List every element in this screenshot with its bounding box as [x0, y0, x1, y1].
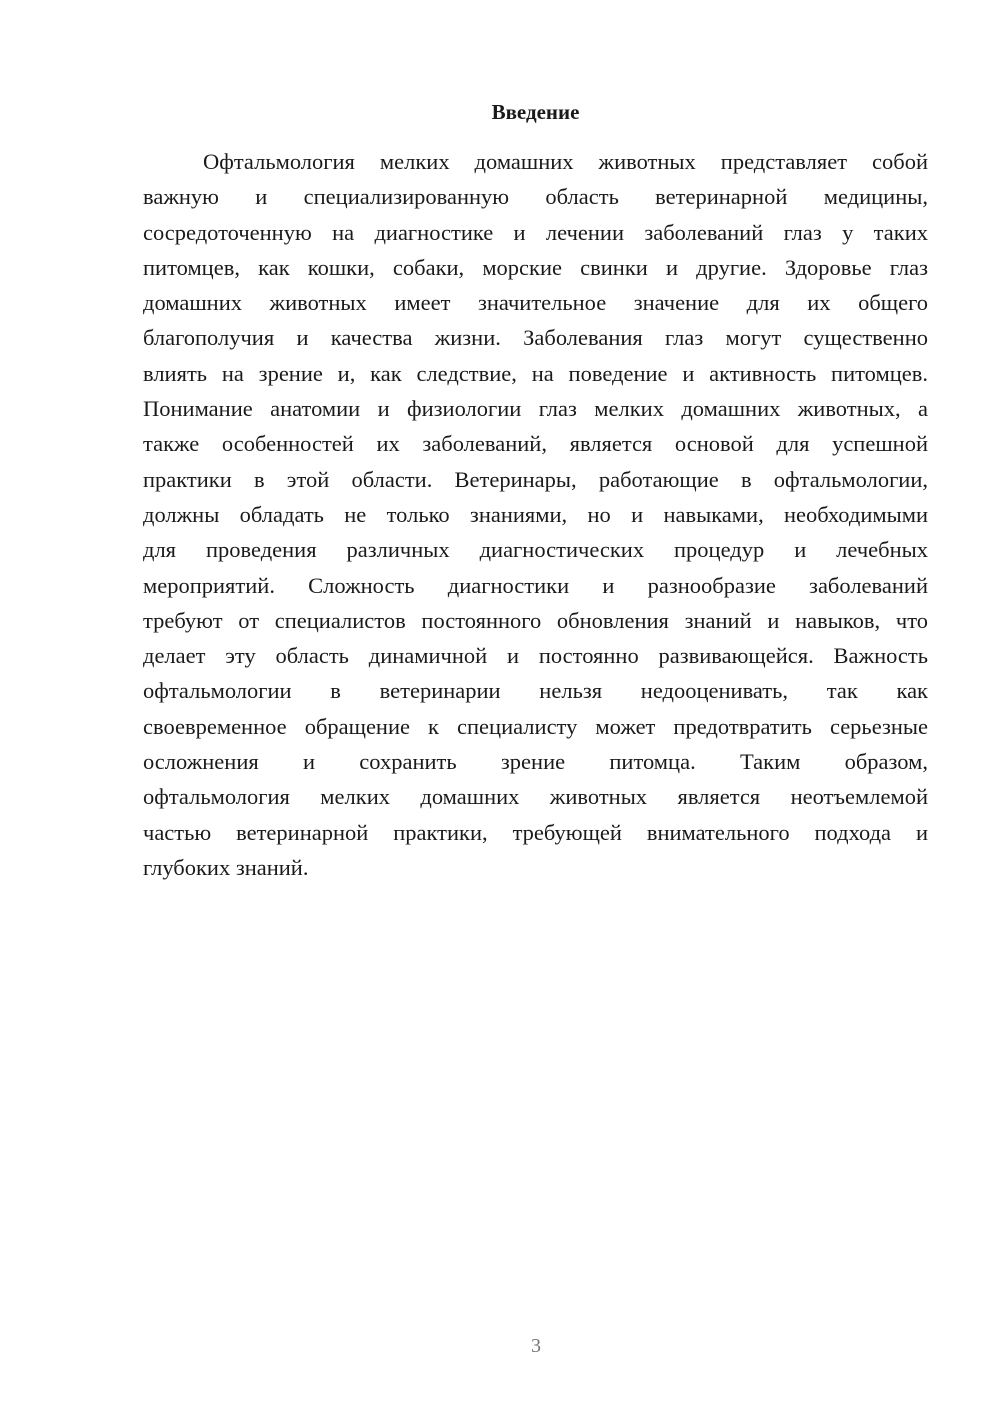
- paragraph-line: благополучия и качества жизни. Заболевания глаз могут существенно: [143, 325, 928, 351]
- paragraph-line: Понимание анатомии и физиологии глаз мелких домашних животных, а: [143, 396, 928, 422]
- paragraph-line: частью ветеринарной практики, требующей внимательного подхода и: [143, 819, 928, 845]
- paragraph-line: для проведения различных диагностических процедур и лечебных: [143, 537, 928, 563]
- body-paragraph: [143, 144, 928, 885]
- paragraph-line: питомцев, как кошки, собаки, морские свинки и другие. Здоровье глаз: [143, 254, 928, 280]
- paragraph-line: мероприятий. Сложность диагностики и разнообразие заболеваний: [143, 572, 928, 598]
- paragraph-line: домашних животных имеет значительное значение для их общего: [143, 290, 928, 316]
- paragraph-line: также особенностей их заболеваний, является основой для успешной: [143, 431, 928, 457]
- paragraph-line: практики в этой области. Ветеринары, работающие в офтальмологии,: [143, 466, 928, 492]
- page-number-text: 3: [531, 1335, 541, 1357]
- paragraph-line: офтальмология мелких домашних животных является неотъемлемой: [143, 784, 928, 810]
- paragraph-line: влиять на зрение и, как следствие, на поведение и активность питомцев.: [143, 360, 928, 386]
- paragraph-line: осложнения и сохранить зрение питомца. Таким образом,: [143, 749, 928, 775]
- paragraph-line: важную и специализированную область ветеринарной медицины,: [143, 184, 928, 210]
- paragraph-line: делает эту область динамичной и постоянно развивающейся. Важность: [143, 643, 928, 669]
- paragraph-line: своевременное обращение к специалисту может предотвратить серьезные: [143, 713, 928, 739]
- paragraph-line: требуют от специалистов постоянного обновления знаний и навыков, что: [143, 607, 928, 633]
- page-number: [0, 1333, 1000, 1359]
- page-title: Введение: [491, 100, 580, 124]
- paragraph-line: глубоких знаний.: [143, 854, 309, 880]
- paragraph-line: сосредоточенную на диагностике и лечении заболеваний глаз у таких: [143, 219, 928, 245]
- paragraph-line: офтальмологии в ветеринарии нельзя недооценивать, так как: [143, 678, 928, 704]
- paragraph-line: должны обладать не только знаниями, но и навыками, необходимыми: [143, 501, 928, 527]
- paragraph-line: Офтальмология мелких домашних животных представляет собой: [203, 149, 928, 174]
